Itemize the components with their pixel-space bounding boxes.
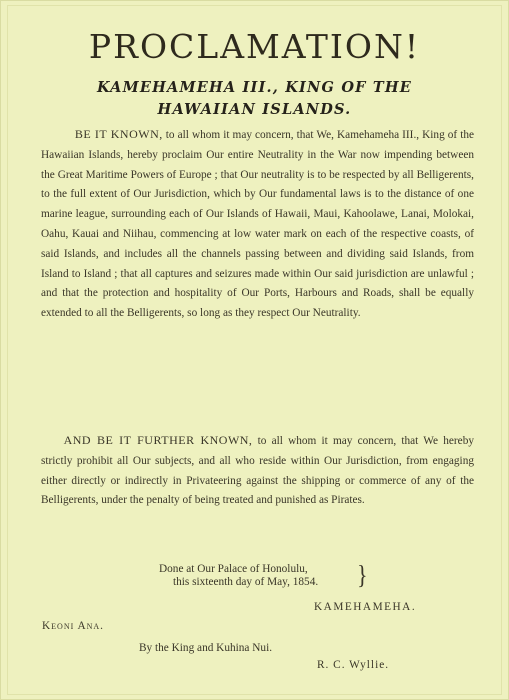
date-line: this sixteenth day of May, 1854. bbox=[173, 576, 319, 588]
paragraph-2-lead: AND BE IT FURTHER KNOWN, bbox=[63, 433, 253, 447]
page-title: PROCLAMATION! bbox=[88, 27, 421, 66]
by-the-king-line: By the King and Kuhina Nui. bbox=[139, 642, 273, 654]
paragraph-privateering bbox=[41, 431, 474, 511]
subtitle-line-1: KAMEHAMEHA III., KING OF THE bbox=[96, 79, 413, 96]
paragraph-1-lead: BE IT KNOWN, bbox=[74, 127, 163, 141]
subtitle bbox=[21, 77, 488, 121]
done-at-line: Done at Our Palace of Honolulu, bbox=[159, 563, 308, 575]
paragraph-2-text: to all whom it may concern, that We hereby strictly prohibit all Our subjects, and all who reside within Our Jurisdiction, from engaging either directly or indirectly in Privateering against the shipping or commerce of any of the Belligerents, under the penalty of being treated and punished as Pirates. bbox=[41, 435, 474, 507]
paragraph-neutrality bbox=[41, 125, 474, 324]
keoni-ana-signature: Keoni Ana. bbox=[42, 620, 105, 632]
brace-mark: } bbox=[357, 559, 368, 590]
subtitle-line-2: HAWAIIAN ISLANDS. bbox=[157, 101, 352, 118]
paragraph-1-text: to all whom it may concern, that We, Kamehameha III., King of the Hawaiian Islands, hereby proclaim Our entire Neutrality in the War now impending between the Great Maritime Powers of Europe ; that Our neutrality is to be respected by all Belligerents, to the full extent of Our Jurisdiction, which by Our fundamental laws is to the distance of one marine league, surrounding each of Our Islands of Hawaii, Maui, Kahoolawe, Lanai, Molokai, Oahu, Kauai and Niihau, commencing at low water mark on each of the respective coasts, of said Islands, and includes all the channels passing between and dividing said Islands, from Island to Island ; that all captures and seizures made within Our said jurisdiction are unlawful ; and that the protection and hospitality of Our Ports, Harbours and Roads, shall be equally extended to all the Belligerents, so long as they respect Our Neutrality. bbox=[41, 129, 475, 320]
king-signature: KAMEHAMEHA. bbox=[314, 601, 417, 613]
wyllie-signature: R. C. Wyllie. bbox=[317, 659, 390, 671]
